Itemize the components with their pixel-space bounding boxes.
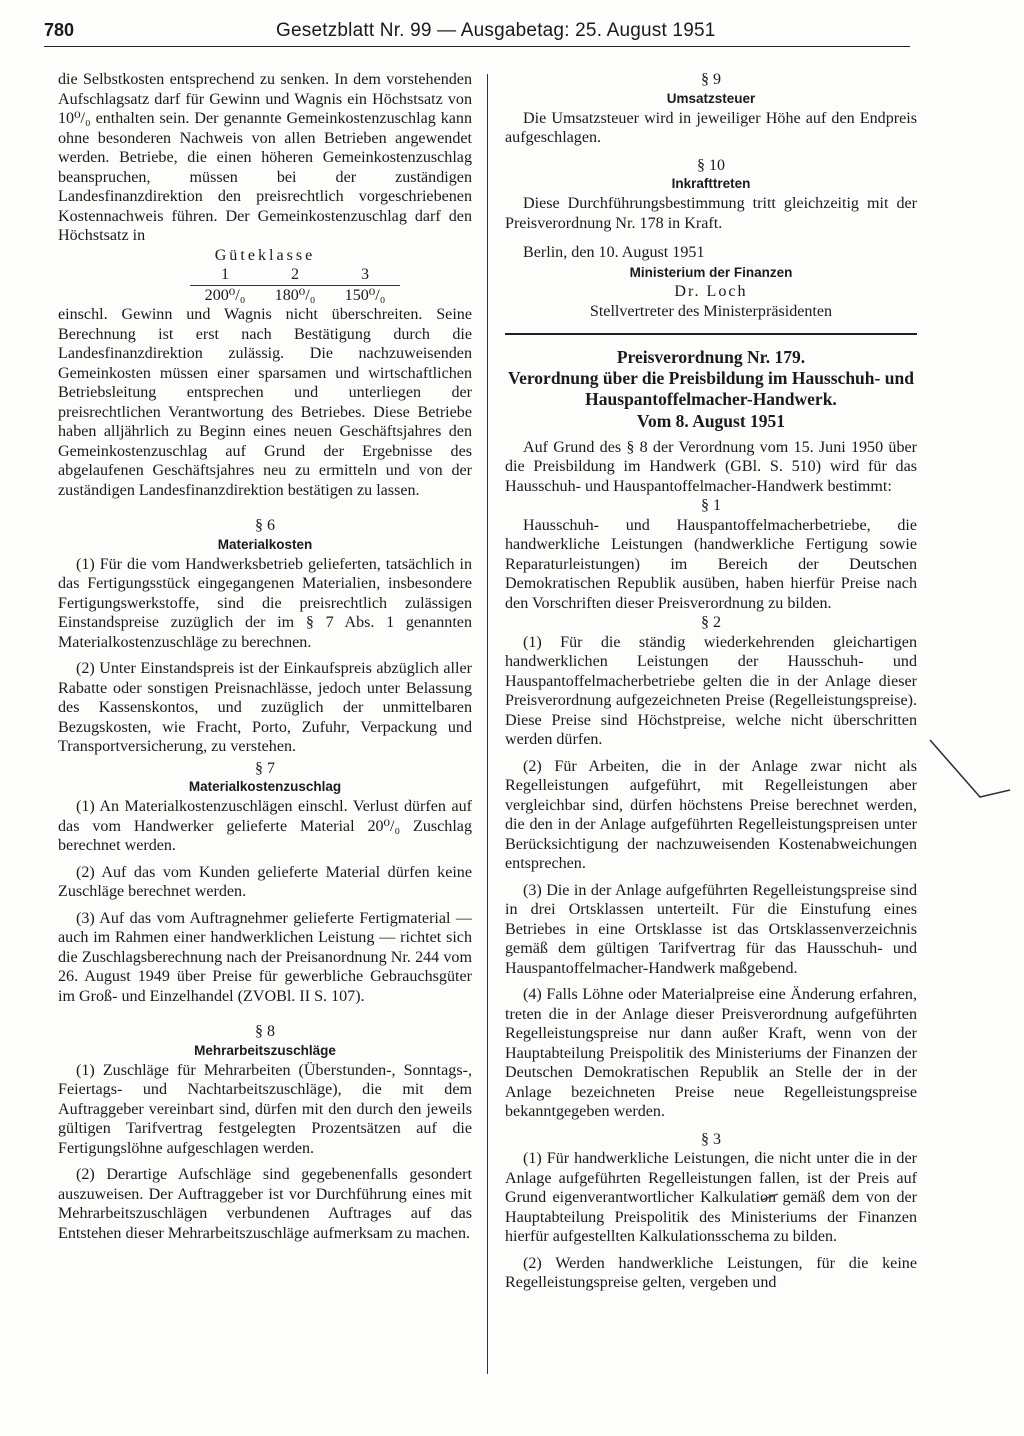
left-column <box>58 70 472 1243</box>
gueteklasse-label: Güteklasse <box>214 246 316 264</box>
section-title: Inkrafttreten <box>671 176 751 191</box>
paragraph: (2) Derartige Aufschläge sind gegebenenfalls gesondert auszuweisen. Der Auftraggeber ist vor Durchführung eines mit Mehrarbeitszuschlägen verbundenen Auftrages auf das Entstehen dieser Mehrarbeitszuschläge aufmerksam zu machen. <box>58 1166 472 1242</box>
paragraph: (2) Unter Einstandspreis ist der Einkaufspreis abzüglich aller Rabatte oder sonstigen Preisnachlässe, jedoch unter Belassung des Kassenskontos, und zuzüglich der unmittelbaren Bezugskosten, wie Fracht, Porto, Zufuhr, Verpackung und Transportversicherung, zu verstehen. <box>58 660 472 755</box>
ordinance-number: Preisverordnung Nr. 179. <box>616 347 806 367</box>
paragraph: Hausschuh- und Hauspantoffelmacherbetriebe, die handwerkliche Leistungen (handwerkliche Fertigung sowie Reparaturleistungen) im Bereich der Deutschen Demokratischen Republik ausüben, haben hierfür Preise nach den Vorschriften dieser Preisverordnung zu bilden. <box>505 516 917 612</box>
paragraph: (2) Werden handwerkliche Leistungen, für die keine Regelleistungspreise gelten, vergeben und <box>505 1254 917 1291</box>
paragraph: (2) Auf das vom Kunden gelieferte Material dürfen keine Zuschläge berechnet werden. <box>58 863 472 900</box>
table-header-cell: 1 <box>220 266 230 283</box>
paragraph: Diese Durchführungsbestimmung tritt gleichzeitig mit der Preisverordnung Nr. 178 in Kraft. <box>505 195 917 232</box>
paragraph: Auf Grund des § 8 der Verordnung vom 15. Juni 1950 über die Preisbildung im Handwerk (GBl. S. 510) wird für das Hausschuh- und Hauspantoffelmacher-Handwerk bestimmt: <box>505 438 917 495</box>
section-number: § 10 <box>697 156 725 174</box>
paragraph: einschl. Gewinn und Wagnis nicht überschreiten. Seine Berechnung ist erst nach Bestätigung durch die Landesfinanzdirektion zulässig. Die nachzuweisenden Gemeinkosten müssen einer sparsamen und wirtschaftlichen Betriebsleitung entsprechen und unterliegen der preisrechtlichen Verantwortung des Betriebes. Diese Betriebe haben alljährlich zu Beginn eines neuen Geschäftsjahres den Gemeinkostenzuschlag auf Grund der Ergebnisse des abgelaufenen Geschäftsjahres neu zu ermitteln und von der zuständigen Landesfinanzdirektion bestätigen zu lassen. <box>58 306 472 499</box>
section-number: § 1 <box>700 497 722 514</box>
paragraph: Die Umsatzsteuer wird in jeweiliger Höhe auf den Endpreis aufgeschlagen. <box>505 109 917 146</box>
paragraph: die Selbstkosten entsprechend zu senken. In dem vorstehenden Aufschlagsatz darf für Gewinn und Wagnis ein Höchstsatz von 10⁰/₀ enthalten sein. Der genannte Gemeinkostenzuschlag kann ohne besonderen Nachweis von allen Betrieben angewendet werden. Betriebe, die einen höheren Gemeinkostenzuschlag beanspruchen, müssen bei der zuständigen Landesfinanzdirektion den preisrechtlich vorgeschriebenen Kostennachweis führen. Der Gemeinkostenzuschlag darf den Höchstsatz in <box>58 71 472 244</box>
right-column <box>505 70 917 1293</box>
table-header-row <box>190 265 400 286</box>
section-number: § 3 <box>701 1130 721 1148</box>
page-number: 780 <box>44 20 75 40</box>
section-number: § 6 <box>255 517 275 534</box>
place-date: Berlin, den 10. August 1951 <box>523 244 705 261</box>
table-cell: 200⁰/₀ <box>204 286 246 304</box>
paragraph: (1) Für die ständig wiederkehrenden gleichartigen handwerklichen Leistungen der Hausschuh- und Hauspantoffelmacherbetriebe gelten die in der Anlage dieser Preisverordnung aufgezeichneten Preise (Regelleistungspreise). Diese Preise sind Höchstpreise, welche nicht überschritten werden dürfen. <box>505 633 917 748</box>
paragraph: (2) Für Arbeiten, die in der Anlage zwar nicht als Regelleistungen aufgeführt, mit Regelleistungen aber vergleichbar sind, dürfen höchstens Preise berechnet werden, die den in der Anlage aufgeführten Regelleistungspreisen unter Berücksichtigung der nachzuweisenden Kostenabweichungen entsprechen. <box>505 757 917 872</box>
table-header-cell: 3 <box>360 266 370 283</box>
section-rule <box>505 333 917 335</box>
section-number: § 2 <box>700 614 722 631</box>
ordinance-date: Vom 8. August 1951 <box>636 411 786 431</box>
paragraph: (3) Die in der Anlage aufgeführten Regelleistungspreise sind in drei Ortsklassen unterteilt. Für die Einstufung eines Betriebes in eine Ortsklasse ist das Ortsklassenverzeichnis gemäß dem gültigen Tarifvertrag für das Hausschuh- und Hauspantoffelmacher-Handwerk maßgebend. <box>505 881 917 977</box>
table-cell: 180⁰/₀ <box>274 286 316 304</box>
table-cell: 150⁰/₀ <box>344 286 386 304</box>
gueteklasse-table <box>190 265 400 305</box>
section-title: Materialkosten <box>217 536 313 552</box>
section-number: § 8 <box>255 1023 275 1040</box>
section-number: § 9 <box>700 71 722 88</box>
signer-name: Dr. Loch <box>674 283 748 300</box>
table-row <box>190 286 400 306</box>
tick-mark-icon <box>760 1192 780 1202</box>
signer-role: Stellvertreter des Ministerpräsidenten <box>589 302 833 320</box>
pen-annotation-icon <box>925 735 1015 805</box>
column-divider <box>487 74 488 1374</box>
section-title: Umsatzsteuer <box>666 90 756 106</box>
paragraph: (1) Zuschläge für Mehrarbeiten (Überstunden-, Sonntags-, Feiertags- und Nachtarbeitszuschläge), die mit dem Auftraggeber vereinbart sind, dürfen mit den durch den jeweils gültigen Tarifvertrag festgelegten Prozentsätzen auf die Fertigungslöhne aufgeschlagen werden. <box>58 1061 472 1157</box>
page-header <box>44 20 910 47</box>
ministry-name: Ministerium der Finanzen <box>629 264 793 280</box>
paragraph: (3) Auf das vom Auftragnehmer gelieferte Fertigmaterial — auch im Rahmen einer handwerklichen Leistung — richtet sich die Zuschlagsberechnung nach der Preisanordnung Nr. 244 vom 26. August 1949 über Preise für gewerbliche Gebrauchsgüter im Groß- und Einzelhandel (ZVOBl. II S. 107). <box>58 909 472 1005</box>
table-header-cell: 2 <box>290 266 300 283</box>
paragraph: (1) An Materialkostenzuschlägen einschl. Verlust dürfen auf das vom Handwerker gelieferte Material 20⁰/₀ Zuschlag berechnet werden. <box>58 798 472 854</box>
section-title: Mehrarbeitszuschläge <box>194 1042 336 1058</box>
section-number: § 7 <box>255 759 275 777</box>
paragraph: (1) Für handwerkliche Leistungen, die nicht unter die in der Anlage aufgeführten Regelleistungen fallen, ist der Preis auf Grund eigenverantwortlicher Kalkulation gemäß dem von der Hauptabteilung Preispolitik des Ministeriums der Finanzen hierfür aufgestellten Kalkulationsschema zu bilden. <box>505 1150 917 1245</box>
paragraph: (4) Falls Löhne oder Materialpreise eine Änderung erfahren, treten die in der Anlage dieser Preisverordnung aufgeführten Regelleistungspreise nur dann außer Kraft, wenn von der Hauptabteilung Preispolitik des Ministeriums der Finanzen der Deutschen Demokratischen Republik an Stelle der in der Anlage bezeichneten Preise neue Regelleistungspreise bekanntgegeben werden. <box>505 986 917 1120</box>
ordinance-title: Verordnung über die Preisbildung im Hausschuh- und Hauspantoffelmacher-Handwerk. <box>508 368 914 409</box>
paragraph: (1) Für die vom Handwerksbetrieb gelieferten, tatsächlich in das Fertigungsstück eingegangenen Materialien, insbesondere Fertigungswerkstoffe, sind die preisrechtlich zulässigen Einstandspreise zuzüglich der im § 7 Abs. 1 genannten Materialkostenzuschläge zu berechnen. <box>58 555 472 651</box>
section-title: Materialkostenzuschlag <box>188 779 342 794</box>
gazette-title: Gesetzblatt Nr. 99 — Ausgabetag: 25. August 1951 <box>276 20 716 41</box>
